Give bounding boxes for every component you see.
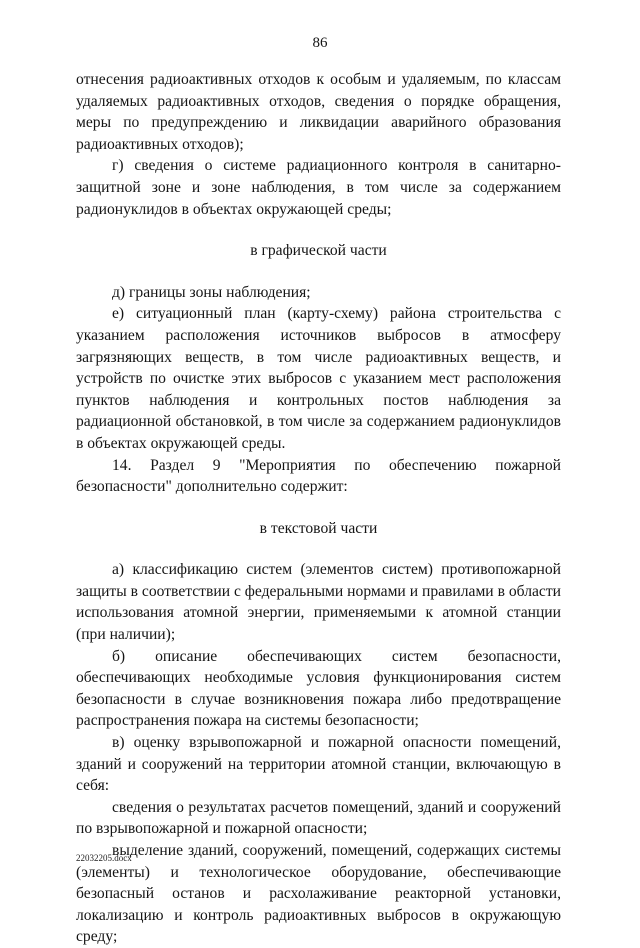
paragraph-item-a: а) классификацию систем (элементов систем) противопожарной защиты в соответствии с федеральными нормами и правилами в области использования атомной энергии, применяемыми к атомной станции (при наличии); bbox=[76, 561, 561, 644]
paragraph-item-g: г) сведения о системе радиационного контроля в санитарно-защитной зоне и зоне наблюдения, в том числе за содержанием радионуклидов в объектах окружающей среды; bbox=[76, 157, 561, 218]
section-heading-text-part: в текстовой части bbox=[259, 519, 378, 537]
paragraph-item-d: д) границы зоны наблюдения; bbox=[112, 283, 311, 301]
document-body bbox=[76, 69, 561, 948]
page-number: 86 bbox=[312, 35, 328, 51]
paragraph-item-v: в) оценку взрывопожарной и пожарной опасности помещений, зданий и сооружений на территории атомной станции, включающую в себя: bbox=[76, 734, 561, 795]
paragraph-subitem-buildings: выделение зданий, сооружений, помещений, содержащих системы (элементы) и технологическое оборудование, обеспечивающие безопасный останов и расхолаживание реакторной установки, локализацию и контроль радиоактивных выбросов в окружающую среду; bbox=[76, 842, 561, 946]
paragraph-item-b: б) описание обеспечивающих систем безопасности, обеспечивающих необходимые условия функционирования систем безопасности в случае возникновения пожара либо предотвращение распространения пожара на системы безопасности; bbox=[76, 647, 561, 730]
paragraph-item-e: е) ситуационный план (карту-схему) района строительства с указанием расположения источников выбросов в атмосферу загрязняющих веществ, в том числе радиоактивных веществ, и устройств по очистке этих выбросов с указанием мест расположения пунктов наблюдения и контрольных постов наблюдения за радиационной обстановкой, в том числе за содержанием радионуклидов в объектах окружающей среды. bbox=[76, 305, 561, 452]
paragraph-subitem-calculations: сведения о результатах расчетов помещений, зданий и сооружений по взрывопожарной и пожарной опасности; bbox=[76, 798, 561, 838]
footer-filename: 22032205.docx bbox=[76, 853, 132, 863]
paragraph-section-14: 14. Раздел 9 "Мероприятия по обеспечению пожарной безопасности" дополнительно содержит: bbox=[76, 456, 561, 496]
paragraph-continuation: отнесения радиоактивных отходов к особым и удаляемым, по классам удаляемых радиоактивных отходов, сведения о порядке обращения, меры по предупреждению и ликвидации аварийного образования радиоактивных отходов); bbox=[76, 71, 561, 153]
section-heading-graphic-part: в графической части bbox=[250, 242, 387, 260]
